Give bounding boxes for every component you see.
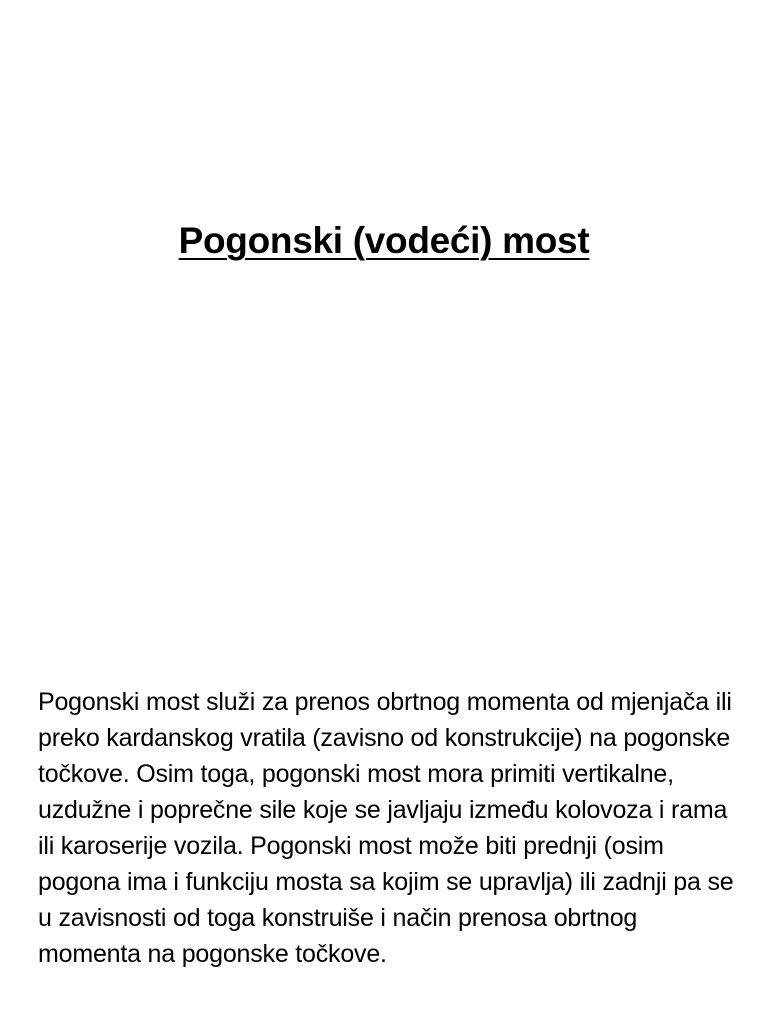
body-paragraph: Pogonski most služi za prenos obrtnog momenta od mjenjača ili preko kardanskog vratila (zavisno od konstrukcije) na pogonske točkove. Osim toga, pogonski most mora primiti vertikalne, uzdužne i poprečne sile koje se javljaju između kolovoza i rama ili karoserije vozila. Pogonski most može biti prednji (osim pogona ima i funkciju mosta sa kojim se upravlja) ili zadnji pa se u zavisnosti od toga konstruiše i način prenosa obrtnog momenta na pogonske točkove.	[38, 688, 734, 968]
page-title: Pogonski (vodeći) most	[178, 220, 590, 261]
